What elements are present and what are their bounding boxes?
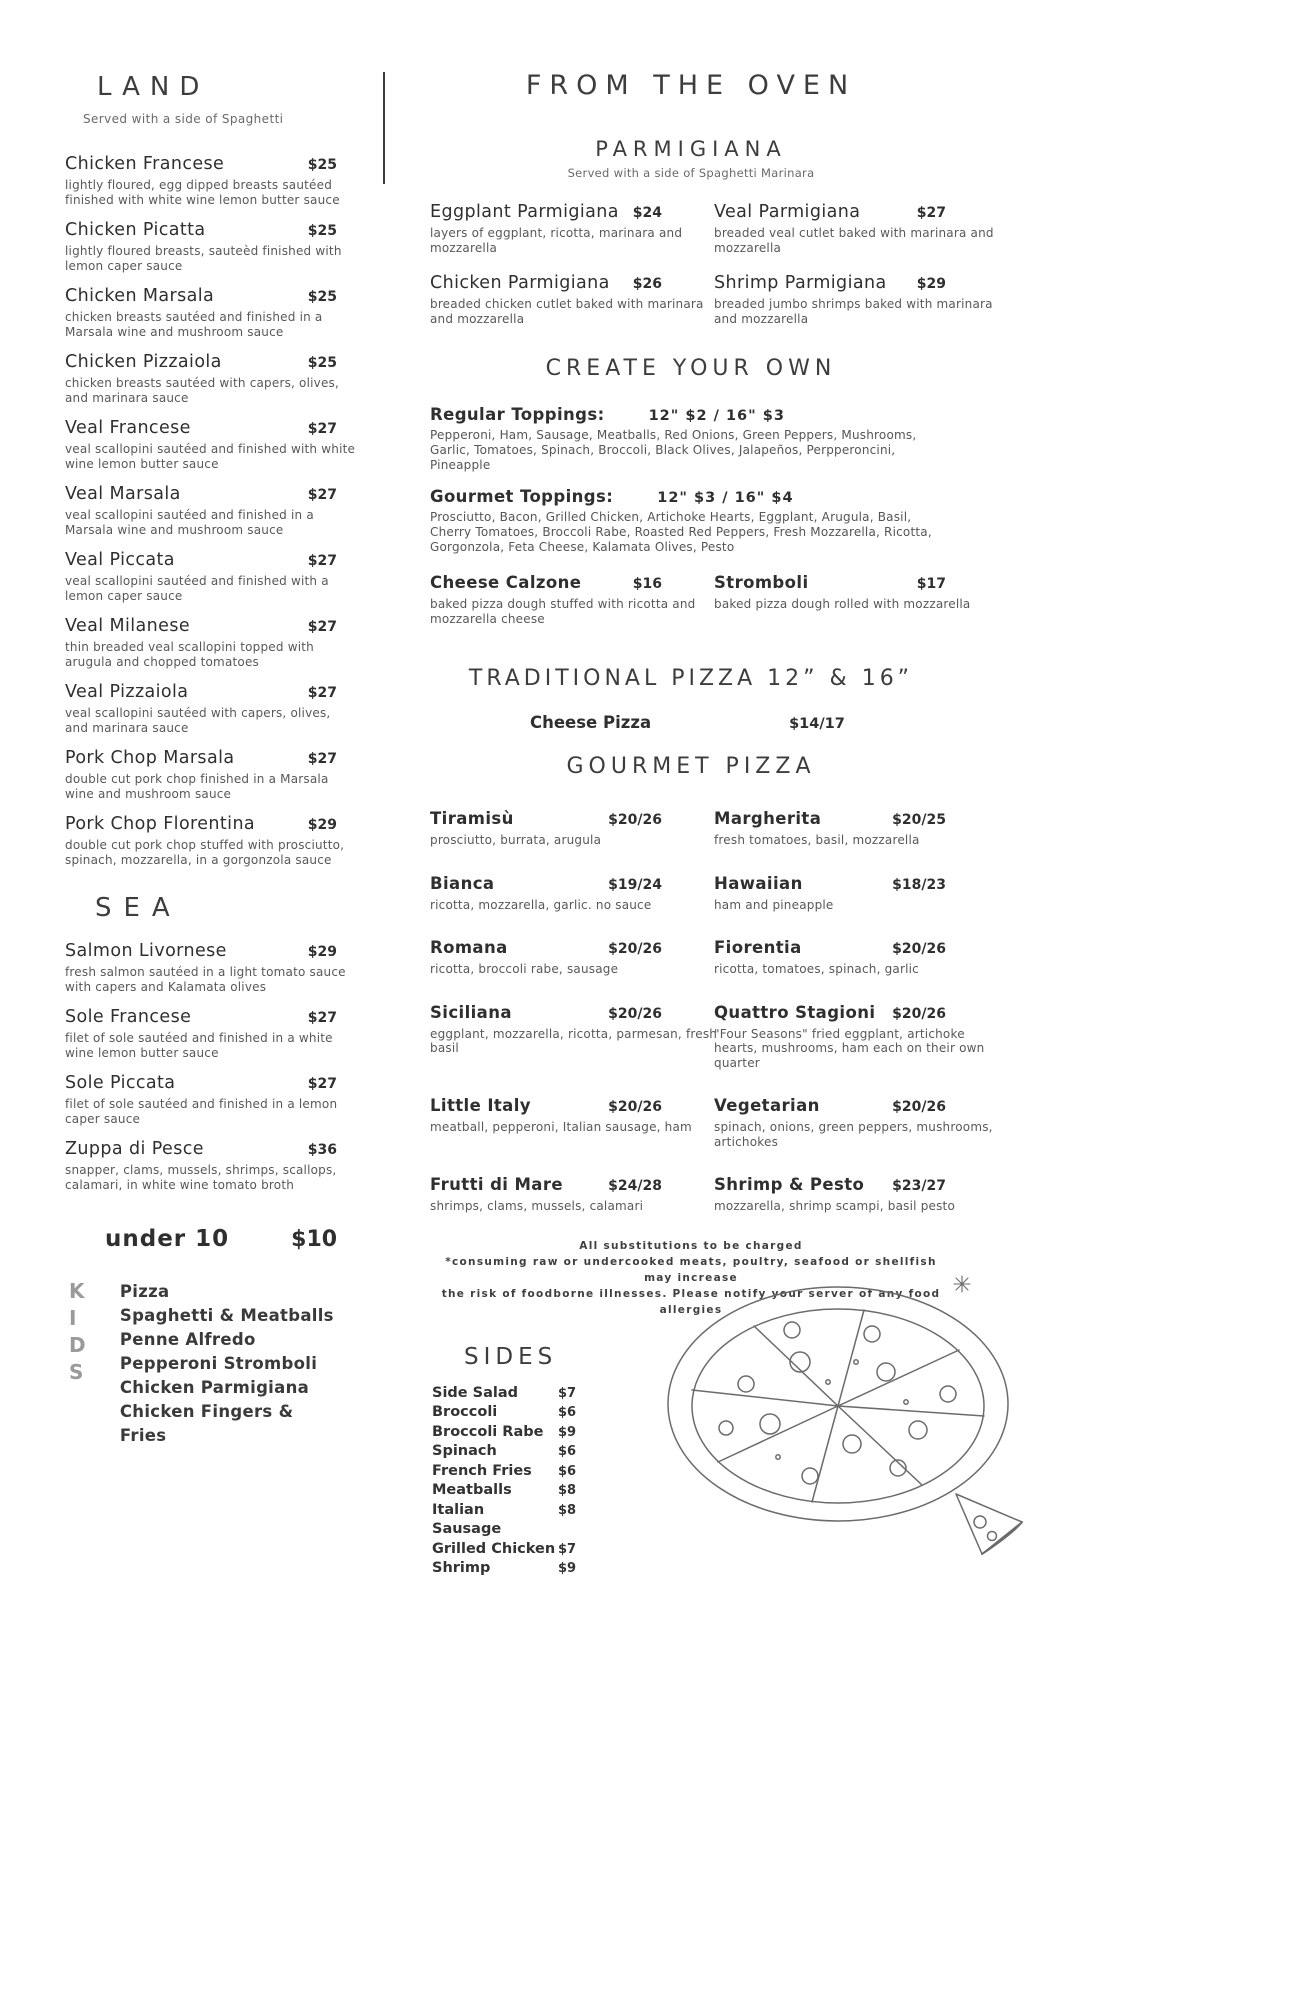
item-price: $7 [558,1541,577,1557]
item-name: Salmon Livornese [65,941,227,961]
item-description: lightly floured, egg dipped breasts sautéed finished with white wine lemon butter sauce [65,178,340,207]
item-name: Sole Francese [65,1007,192,1027]
kids-vertical-letter: D [69,1333,86,1357]
menu-item [714,571,971,626]
toppings-price: 12" $2 / 16" $3 [648,408,785,424]
sea-item-list [65,939,346,1192]
item-price: $27 [307,619,337,635]
item-price: $29 [916,276,946,292]
item-price: $9 [558,1424,577,1440]
kids-section [65,1278,341,1448]
item-price: $20/26 [892,941,946,957]
item-name: Frutti di Mare [430,1175,563,1194]
kids-price: $10 [291,1227,338,1252]
item-description: baked pizza dough stuffed with ricotta and mozzarella cheese [430,597,696,626]
item-description: breaded veal cutlet baked with marinara and mozzarella [714,226,994,255]
menu-item [65,1137,341,1192]
sea-section-title: SEA [95,893,182,923]
parmigiana-subtitle: Served with a side of Spaghetti Marinara [567,166,815,180]
item-description: veal scallopini sautéed and finished with a lemon caper sauce [65,574,329,603]
item-name: Veal Parmigiana [714,202,861,222]
kids-menu-item: Penne Alfredo [119,1330,256,1349]
item-description: ham and pineapple [714,897,834,912]
menu-item [65,284,341,339]
item-price: $20/26 [892,1099,946,1115]
menu-item [65,1071,341,1126]
item-name: Vegetarian [714,1096,820,1115]
kids-menu-item: Pizza [119,1282,170,1301]
kids-title: under 10 [105,1226,230,1252]
menu-item [430,1173,662,1214]
item-price: $25 [307,223,337,239]
menu-item [714,271,993,326]
item-description: shrimps, clams, mussels, calamari [430,1199,644,1213]
item-price: $27 [307,751,337,767]
item-price: $24 [632,205,662,221]
menu-item [430,1001,718,1071]
item-price: $20/26 [608,1099,662,1115]
kids-vertical-label [65,1278,120,1448]
menu-item [65,746,341,801]
item-description: chicken breasts sautéed with capers, olives, and marinara sauce [65,376,340,405]
menu-item [430,1094,692,1149]
item-price: $23/27 [892,1178,946,1194]
item-name: Veal Francese [65,418,191,438]
item-price: $27 [307,1076,337,1092]
menu-item [65,548,341,603]
menu-item [714,1001,985,1071]
item-description: baked pizza dough rolled with mozzarella [714,597,971,611]
item-name: Siciliana [430,1002,512,1022]
disclaimer-line: the risk of foodborne illnesses. Please notify your server of any food allergies [441,1287,941,1316]
menu-item [430,872,662,913]
item-name: Veal Milanese [65,616,191,636]
menu-item [714,1094,993,1149]
item-name: Eggplant Parmigiana [430,202,619,222]
menu-item [65,939,346,994]
item-price: $20/26 [892,1005,946,1022]
toppings-list: Prosciutto, Bacon, Grilled Chicken, Artichoke Hearts, Eggplant, Arugula, Basil, Cherry Tomatoes, Broccoli Rabe, Roasted Red Peppers, Fresh Mozzarella, Ricotta, Gorgonzola, Feta Cheese, Kalamata Olives, Pesto [430,510,932,554]
item-description: chicken breasts sautéed and finished in a Marsala wine and mushroom sauce [65,310,323,339]
menu-item [65,812,345,867]
item-price: $27 [307,1010,337,1026]
cheese-pizza-item [430,713,952,732]
item-price: $25 [307,157,337,173]
calzone-grid [430,571,971,626]
item-description: ricotta, tomatoes, spinach, garlic [714,962,919,976]
kids-menu-item: Spaghetti & Meatballs [119,1306,334,1325]
item-description: layers of eggplant, ricotta, marinara and mozzarella [430,226,683,255]
gourmet-pizza-grid [430,807,993,1214]
item-name: Broccoli [432,1404,498,1420]
item-name: Spinach [432,1443,497,1459]
item-name: Little Italy [430,1096,531,1115]
kids-item-list [120,1278,341,1448]
item-description: breaded jumbo shrimps baked with marinara and mozzarella [714,297,993,326]
parmigiana-grid [430,200,994,326]
item-name: Veal Marsala [65,484,181,504]
menu-item [65,1005,341,1060]
disclaimer-line: *consuming raw or undercooked meats, poultry, seafood or shellfish may increase [445,1255,937,1284]
item-name: Pork Chop Marsala [65,748,235,768]
item-price: $20/25 [892,812,946,828]
item-price: $25 [307,355,337,371]
item-name: Bianca [430,873,495,893]
toppings-price: 12" $3 / 16" $4 [657,490,794,506]
item-name: Grilled Chicken [432,1540,556,1557]
item-price: $29 [307,817,337,833]
item-price: $17 [916,576,946,592]
item-price: $6 [558,1463,577,1479]
item-description: ricotta, mozzarella, garlic. no sauce [430,897,652,912]
menu-item [430,571,696,626]
item-name: Fiorentia [714,938,802,957]
item-description: ricotta, broccoli rabe, sausage [430,962,619,976]
item-price: $27 [307,685,337,701]
item-name: Zuppa di Pesce [65,1139,204,1159]
item-name: Veal Piccata [65,550,175,570]
item-description: double cut pork chop stuffed with prosciutto, spinach, mozzarella, in a gorgonzola sauce [65,838,345,867]
item-price: $29 [307,944,337,960]
kids-menu-item: Chicken Fingers & Fries [119,1402,294,1445]
item-price: $27 [916,205,946,221]
item-name: Hawaiian [714,873,803,893]
item-price: $27 [307,487,337,503]
item-price: $18/23 [892,876,946,893]
item-name: Veal Pizzaiola [65,682,189,702]
item-price: $24/28 [608,1178,662,1194]
item-name: Chicken Pizzaiola [65,352,222,372]
toppings-group [430,405,952,473]
item-name: Tiramisù [430,809,514,828]
menu-item [65,152,341,207]
menu-item [430,807,662,848]
item-description: mozzarella, shrimp scampi, basil pesto [714,1199,956,1213]
item-price: $6 [558,1405,577,1420]
item-description: spinach, onions, green peppers, mushrooms, artichokes [714,1120,993,1149]
toppings-label: Gourmet Toppings: [430,487,614,506]
kids-header [65,1226,341,1252]
land-subtitle: Served with a side of Spaghetti [83,112,284,126]
item-description: "Four Seasons" fried eggplant, artichoke hearts, mushrooms, ham each on their own quarter [714,1026,985,1070]
item-name: Sole Piccata [65,1073,176,1093]
item-description: prosciutto, burrata, arugula [430,833,602,847]
item-price: $36 [307,1142,337,1158]
item-name: Chicken Picatta [65,220,206,240]
item-price: $7 [558,1385,577,1401]
item-price: $20/26 [608,1005,662,1022]
item-name: Quattro Stagioni [714,1002,876,1022]
item-description: filet of sole sautéed and finished in a lemon caper sauce [65,1097,338,1126]
item-description: filet of sole sautéed and finished in a white wine lemon butter sauce [65,1031,333,1060]
item-name: Margherita [714,809,822,828]
item-name: Cheese Calzone [430,573,582,592]
item-price: $27 [307,421,337,437]
menu-item [65,614,341,669]
toppings-group [430,487,952,555]
item-description: veal scallopini sautéed and finished in a Marsala wine and mushroom sauce [65,508,314,537]
kids-menu-item: Chicken Parmigiana [119,1378,310,1397]
menu-item [430,936,662,977]
item-price: $26 [632,276,662,292]
gourmet-pizza-title: GOURMET PIZZA [566,754,816,779]
left-column [65,72,356,1448]
menu-item [65,482,341,537]
kids-menu-item: Pepperoni Stromboli [119,1354,318,1373]
menu-item [714,872,946,913]
menu-item [65,416,356,471]
item-name: Italian Sausage [432,1501,502,1537]
item-description: snapper, clams, mussels, shrimps, scallops, calamari, in white wine tomato broth [65,1163,337,1192]
pizza-illustration [650,1252,1030,1562]
kids-vertical-letter: I [69,1306,77,1330]
item-name: Side Salad [432,1384,519,1401]
menu-item [65,218,341,273]
item-price: $19/24 [608,876,662,893]
item-name: Broccoli Rabe [432,1423,544,1440]
item-price: $20/26 [608,941,662,957]
item-price: $14/17 [789,716,845,732]
toppings-section [430,405,952,555]
item-description: meatball, pepperoni, Italian sausage, ham [430,1120,692,1134]
item-price: $8 [558,1483,577,1498]
menu-item [714,1173,956,1214]
item-name: Shrimp Parmigiana [714,273,887,293]
kids-vertical-letter: K [69,1279,85,1303]
item-description: eggplant, mozzarella, ricotta, parmesan, fresh basil [430,1026,718,1055]
sides-title: SIDES [464,1343,558,1370]
kids-vertical-letter: S [69,1360,84,1384]
item-description: fresh salmon sautéed in a light tomato sauce with capers and Kalamata olives [65,965,346,994]
menu-item [714,807,946,848]
item-name: Chicken Francese [65,154,225,174]
menu-item [430,200,683,255]
item-description: breaded chicken cutlet baked with marinara and mozzarella [430,297,704,326]
land-item-list [65,152,356,867]
item-description: thin breaded veal scallopini topped with arugula and chopped tomatoes [65,640,314,669]
column-divider [383,72,385,184]
item-description: double cut pork chop finished in a Marsala wine and mushroom sauce [65,772,329,801]
toppings-list: Pepperoni, Ham, Sausage, Meatballs, Red Onions, Green Peppers, Mushrooms, Garlic, Tomatoes, Spinach, Broccoli, Black Olives, Jalapeños, Perpperoncini, Pineapple [430,428,917,472]
disclaimer-line: All substitutions to be charged [579,1239,803,1252]
land-section-title: LAND [97,72,210,102]
traditional-pizza-title: TRADITIONAL PIZZA 12” & 16” [468,666,914,691]
item-name: Romana [430,938,508,957]
item-name: Stromboli [714,573,809,592]
item-price: $8 [558,1502,577,1518]
parmigiana-title: PARMIGIANA [595,137,787,161]
item-name: Shrimp [432,1560,491,1576]
item-name: Cheese Pizza [530,713,652,732]
item-price: $9 [558,1561,577,1576]
item-name: Shrimp & Pesto [714,1175,865,1194]
item-description: fresh tomatoes, basil, mozzarella [714,833,920,847]
item-price: $27 [307,553,337,569]
item-price: $16 [632,576,662,592]
toppings-label: Regular Toppings: [430,405,605,424]
menu-item [65,350,341,405]
item-name: Meatballs [432,1482,512,1498]
item-description: veal scallopini sautéed with capers, olives, and marinara sauce [65,706,331,735]
item-name: Pork Chop Florentina [65,814,256,834]
item-description: veal scallopini sautéed and finished with white wine lemon butter sauce [65,442,356,471]
item-price: $25 [307,289,337,305]
item-price: $6 [558,1444,577,1459]
item-description: lightly floured breasts, sauteèd finished with lemon caper sauce [65,244,342,273]
item-name: Chicken Parmigiana [430,273,610,293]
item-name: French Fries [432,1462,532,1479]
menu-item [430,271,704,326]
create-your-own-title: CREATE YOUR OWN [545,356,837,381]
menu-item [714,936,946,977]
item-price: $20/26 [608,812,662,828]
menu-item [714,200,994,255]
menu-item [65,680,341,735]
oven-section-title: FROM THE OVEN [525,70,857,101]
item-name: Chicken Marsala [65,286,215,306]
